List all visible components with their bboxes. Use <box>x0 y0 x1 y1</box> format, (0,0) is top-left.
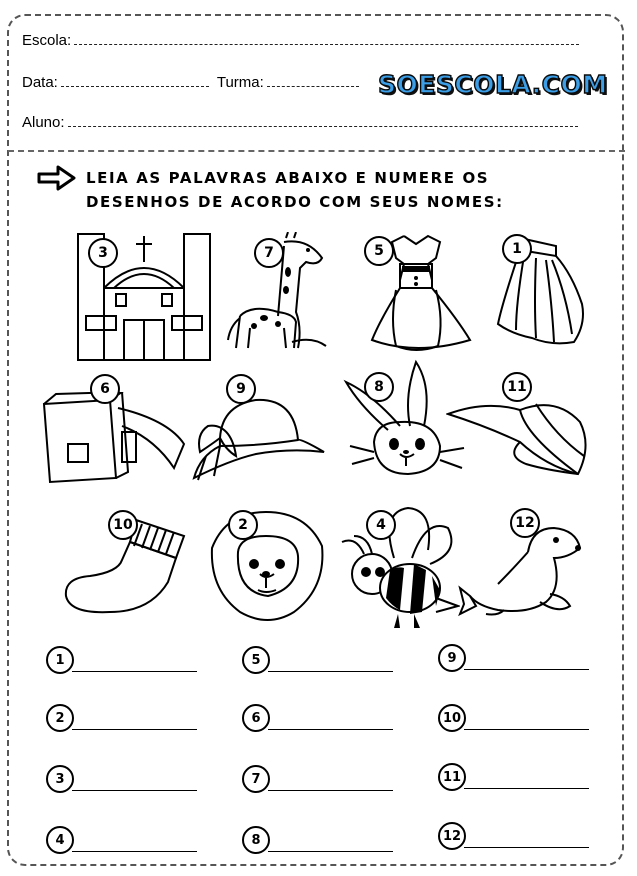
student-field[interactable] <box>22 114 578 131</box>
answer-number: 2 <box>46 704 74 732</box>
answer-number: 1 <box>46 646 74 674</box>
picture-number-badge: 3 <box>88 238 118 268</box>
answer-write-line[interactable] <box>464 669 589 670</box>
hat-icon <box>190 390 328 486</box>
answer-write-line[interactable] <box>464 847 589 848</box>
picture-number-badge: 6 <box>90 374 120 404</box>
answer-number: 8 <box>242 826 270 854</box>
answer-number: 7 <box>242 765 270 793</box>
answer-write-line[interactable] <box>268 851 393 852</box>
answer-number: 4 <box>46 826 74 854</box>
answer-line-2[interactable] <box>46 704 197 732</box>
school-line[interactable] <box>74 43 579 45</box>
picture-number-badge: 12 <box>510 508 540 538</box>
answer-write-line[interactable] <box>72 729 197 730</box>
answer-line-4[interactable] <box>46 826 197 854</box>
answer-line-6[interactable] <box>242 704 393 732</box>
date-line[interactable] <box>61 85 209 87</box>
instruction-line-2: DESENHOS DE ACORDO COM SEUS NOMES: <box>86 193 504 211</box>
answer-line-5[interactable] <box>242 646 393 674</box>
answer-write-line[interactable] <box>464 788 589 789</box>
picture-number-badge: 2 <box>228 510 258 540</box>
answer-number: 5 <box>242 646 270 674</box>
picture-number-badge: 1 <box>502 234 532 264</box>
answer-line-1[interactable] <box>46 646 197 674</box>
picture-number-badge: 11 <box>502 372 532 402</box>
picture-number-badge: 10 <box>108 510 138 540</box>
answer-number: 11 <box>438 763 466 791</box>
bee-icon <box>336 502 460 632</box>
answer-line-9[interactable] <box>438 644 589 672</box>
answer-write-line[interactable] <box>268 729 393 730</box>
answer-number: 9 <box>438 644 466 672</box>
student-line[interactable] <box>68 125 578 127</box>
picture-number-badge: 7 <box>254 238 284 268</box>
answer-line-8[interactable] <box>242 826 393 854</box>
picture-number-badge: 8 <box>364 372 394 402</box>
picture-number-badge: 9 <box>226 374 256 404</box>
date-label: Data: <box>22 74 58 91</box>
answer-write-line[interactable] <box>268 671 393 672</box>
header-divider <box>8 150 625 152</box>
answer-line-7[interactable] <box>242 765 393 793</box>
arrow-icon <box>36 164 78 192</box>
instruction-line-1: LEIA AS PALAVRAS ABAIXO E NUMERE OS <box>86 169 490 187</box>
date-field[interactable] <box>22 74 359 91</box>
answer-write-line[interactable] <box>72 671 197 672</box>
class-line[interactable] <box>267 85 359 87</box>
bag-icon <box>38 392 188 488</box>
picture-number-badge: 5 <box>364 236 394 266</box>
instruction-text <box>86 166 606 214</box>
site-logo: SOESCOLA.COM <box>378 70 608 99</box>
answer-number: 12 <box>438 822 466 850</box>
answer-line-12[interactable] <box>438 822 589 850</box>
school-label: Escola: <box>22 32 72 49</box>
class-label: Turma: <box>216 74 264 91</box>
answer-line-3[interactable] <box>46 765 197 793</box>
answer-write-line[interactable] <box>72 851 197 852</box>
answer-line-10[interactable] <box>438 704 589 732</box>
student-label: Aluno: <box>22 114 65 131</box>
school-field[interactable] <box>22 32 579 49</box>
picture-number-badge: 4 <box>366 510 396 540</box>
answer-number: 6 <box>242 704 270 732</box>
answer-line-11[interactable] <box>438 763 589 791</box>
lion-icon <box>206 508 328 626</box>
answer-number: 3 <box>46 765 74 793</box>
answer-write-line[interactable] <box>268 790 393 791</box>
answer-write-line[interactable] <box>72 790 197 791</box>
answer-number: 10 <box>438 704 466 732</box>
answer-write-line[interactable] <box>464 729 589 730</box>
